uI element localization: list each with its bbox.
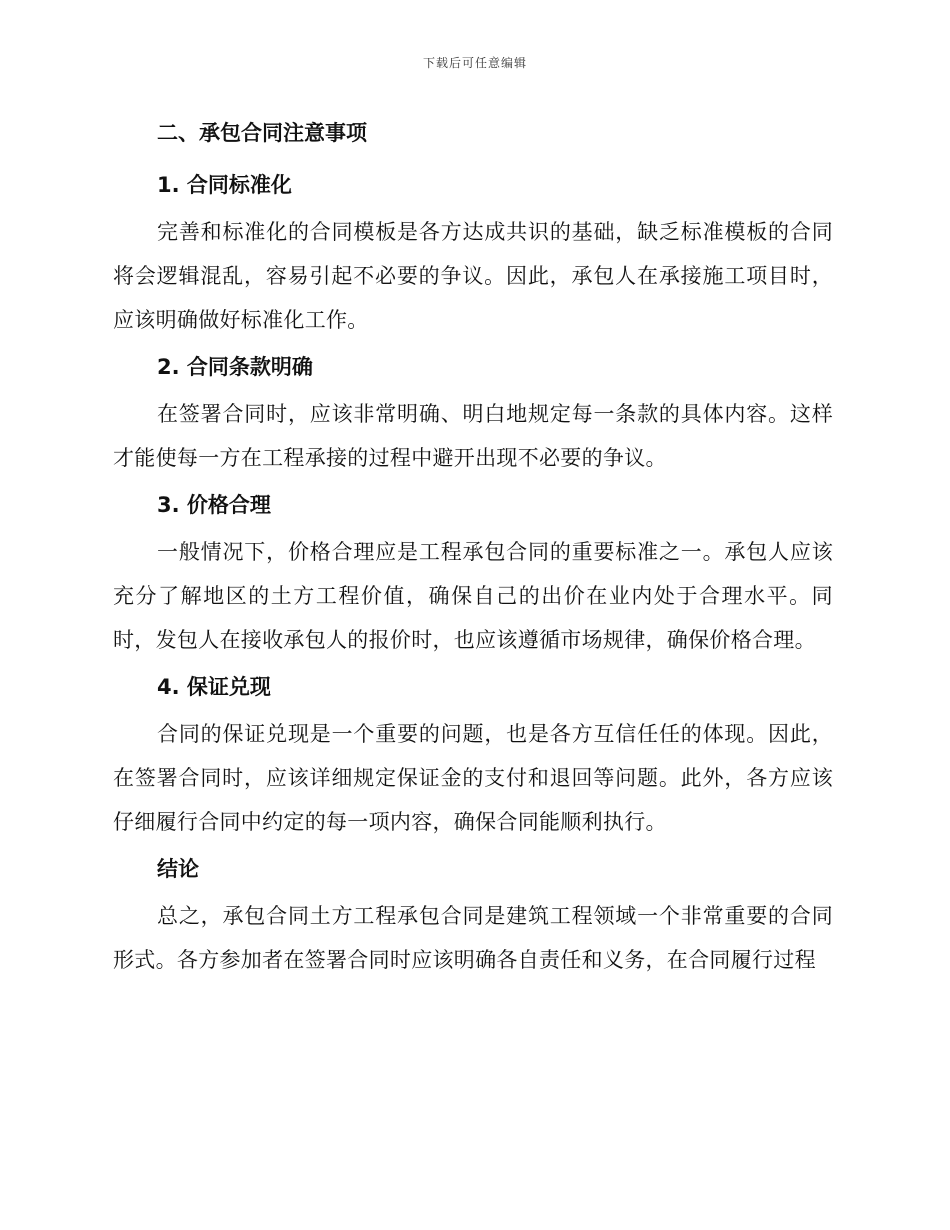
- subsection-body-4: 合同的保证兑现是一个重要的问题，也是各方互信任任的体现。因此，在签署合同时，应该详细规定保证金的支付和退回等问题。此外，各方应该仔细履行合同中约定的每一项内容，确保合同能顺利执行。: [113, 722, 833, 834]
- subsection-title-2: 2. 合同条款明确: [157, 355, 313, 379]
- section-title: 二、承包合同注意事项: [157, 121, 367, 145]
- subsection-body-1: 完善和标准化的合同模板是各方达成共识的基础，缺乏标准模板的合同将会逻辑混乱，容易引起不必要的争议。因此，承包人在承接施工项目时，应该明确做好标准化工作。: [113, 220, 833, 332]
- spacer: [113, 202, 833, 210]
- document-content: [113, 112, 833, 982]
- page-header: 下载后可任意编辑: [422, 56, 527, 70]
- spacer: [113, 342, 833, 350]
- spacer: [113, 704, 833, 712]
- spacer: [113, 522, 833, 530]
- spacer: [113, 886, 833, 894]
- spacer: [113, 384, 833, 392]
- spacer: [113, 662, 833, 670]
- spacer: [113, 844, 833, 852]
- conclusion-body: 总之，承包合同土方工程承包合同是建筑工程领域一个非常重要的合同形式。各方参加者在签署合同时应该明确各自责任和义务，在合同履行过程: [113, 904, 833, 972]
- subsection-body-2: 在签署合同时，应该非常明确、明白地规定每一条款的具体内容。这样才能使每一方在工程承接的过程中避开出现不必要的争议。: [113, 402, 833, 470]
- subsection-title-1: 1. 合同标准化: [157, 173, 292, 197]
- subsection-title-4: 4. 保证兑现: [157, 675, 271, 699]
- spacer: [113, 480, 833, 488]
- conclusion-title: 结论: [157, 857, 199, 881]
- spacer: [113, 150, 833, 168]
- subsection-body-3: 一般情况下，价格合理应是工程承包合同的重要标准之一。承包人应该充分了解地区的土方工程价值，确保自己的出价在业内处于合理水平。同时，发包人在接收承包人的报价时，也应该遵循市场规律，确保价格合理。: [113, 540, 833, 652]
- subsection-title-3: 3. 价格合理: [157, 493, 271, 517]
